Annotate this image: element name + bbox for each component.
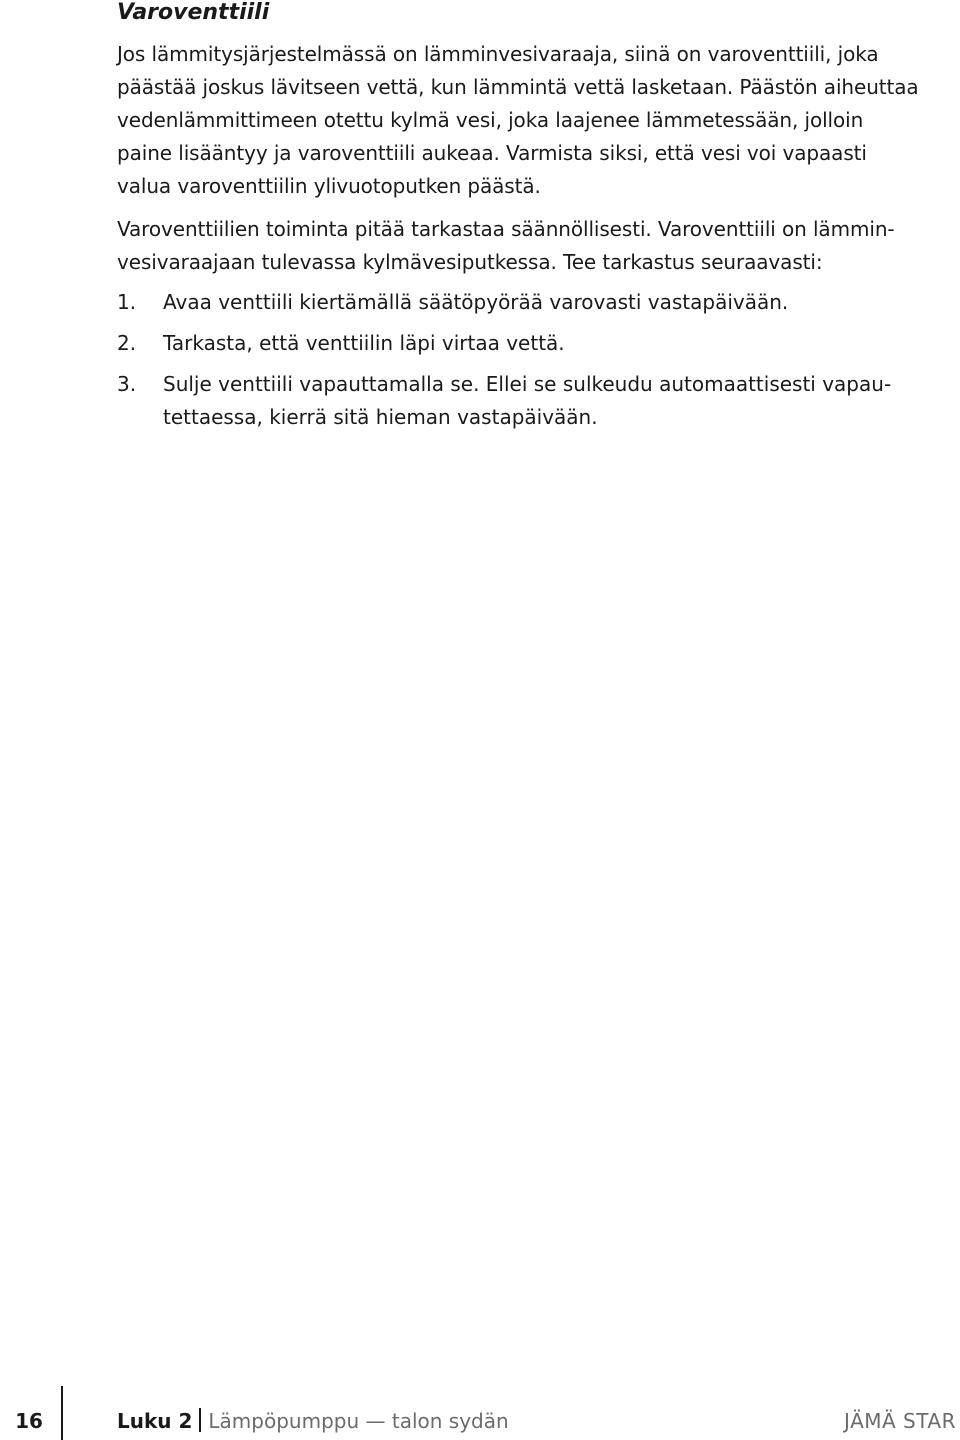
paragraph-inspection	[117, 213, 947, 279]
paragraph-line: paine lisääntyy ja varoventtiili aukeaa. Varmista siksi, että vesi voi vapaasti	[117, 141, 867, 165]
page-number: 16	[15, 1409, 43, 1433]
step-text: tettaessa, kierrä sitä hieman vastapäivään.	[163, 405, 598, 429]
inspection-steps	[117, 286, 947, 442]
step-item	[117, 368, 947, 434]
paragraph-intro	[117, 38, 947, 203]
paragraph-line: Varoventtiilien toiminta pitää tarkastaa säännöllisesti. Varoventtiili on lämmin-	[117, 217, 895, 241]
step-number: 1.	[117, 290, 137, 314]
footer-divider	[61, 1386, 63, 1440]
chapter-separator	[199, 1408, 201, 1432]
step-text: Tarkasta, että venttiilin läpi virtaa vettä.	[163, 331, 565, 355]
paragraph-line: vedenlämmittimeen otettu kylmä vesi, joka laajenee lämmetessään, jolloin	[117, 108, 864, 132]
step-text: Sulje venttiili vapauttamalla se. Ellei se sulkeudu automaattisesti vapau-	[163, 372, 892, 396]
chapter-title: Lämpöpumppu — talon sydän	[208, 1409, 509, 1433]
step-number: 2.	[117, 331, 137, 355]
paragraph-line: Jos lämmitysjärjestelmässä on lämminvesivaraaja, siinä on varoventtiili, joka	[117, 42, 879, 66]
paragraph-line: valua varoventtiilin ylivuotoputken päästä.	[117, 174, 541, 198]
step-number: 3.	[117, 372, 137, 396]
section-heading: Varoventtiili	[117, 0, 270, 25]
footer-chapter	[117, 1406, 509, 1436]
step-text: Avaa venttiili kiertämällä säätöpyörää varovasti vastapäivään.	[163, 290, 789, 314]
paragraph-line: vesivaraajaan tulevassa kylmävesiputkessa. Tee tarkastus seuraavasti:	[117, 250, 823, 274]
chapter-label: Luku 2	[117, 1409, 193, 1433]
step-item	[117, 286, 947, 319]
step-item	[117, 327, 947, 360]
paragraph-line: päästää joskus lävitseen vettä, kun lämmintä vettä lasketaan. Päästön aiheuttaa	[117, 75, 919, 99]
brand-name: JÄMÄ STAR	[844, 1409, 956, 1433]
